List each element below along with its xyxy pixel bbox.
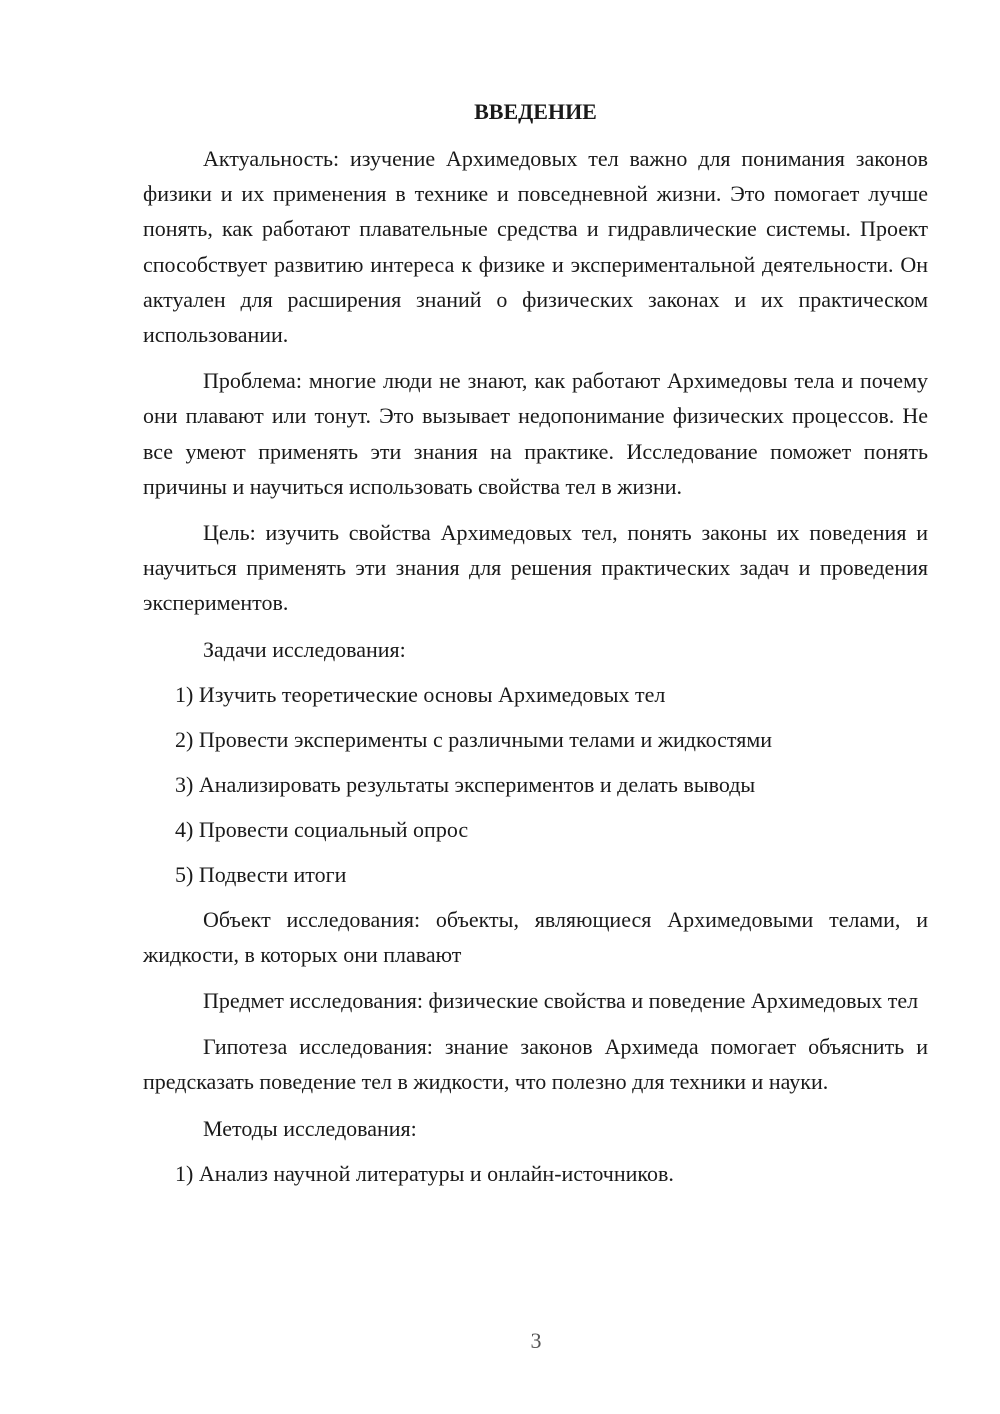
tasks-list <box>143 677 928 892</box>
goal-paragraph: Цель: изучить свойства Архимедовых тел, понять законы их поведения и научиться применять эти знания для решения практических задач и проведения экспериментов. <box>143 520 928 616</box>
method-item-1: 1) Анализ научной литературы и онлайн-источников. <box>175 1160 674 1186</box>
page-number: 3 <box>530 1328 542 1353</box>
methods-label: Методы исследования: <box>203 1115 417 1141</box>
task-item-2: 2) Провести эксперименты с различными телами и жидкостями <box>175 726 773 752</box>
task-item-4: 4) Провести социальный опрос <box>175 816 469 842</box>
object-paragraph: Объект исследования: объекты, являющиеся Архимедовыми телами, и жидкости, в которых они плавают <box>143 906 928 967</box>
task-item-3: 3) Анализировать результаты экспериментов и делать выводы <box>175 771 756 797</box>
task-item-1: 1) Изучить теоретические основы Архимедовых тел <box>175 681 666 707</box>
subject-paragraph: Предмет исследования: физические свойства и поведение Архимедовых тел <box>203 988 919 1014</box>
relevance-paragraph: Актуальность: изучение Архимедовых тел важно для понимания законов физики и их применения в технике и повседневной жизни. Это помогает лучше понять, как работают плавательные средства и гидравлические системы. Проект способствует развитию интереса к физике и экспериментальной деятельности. Он актуален для расширения знаний о физических законах и их практическом использовании. <box>143 146 928 348</box>
document-page <box>143 94 928 1201</box>
section-title: ВВЕДЕНИЕ <box>474 99 597 124</box>
hypothesis-paragraph: Гипотеза исследования: знание законов Архимеда помогает объяснить и предсказать поведение тел в жидкости, что полезно для техники и науки. <box>143 1034 928 1095</box>
tasks-label: Задачи исследования: <box>203 636 406 662</box>
problem-paragraph: Проблема: многие люди не знают, как работают Архимедовы тела и почему они плавают или тонут. Это вызывает недопонимание физических процессов. Не все умеют применять эти знания на практике. Исследование поможет понять причины и научиться использовать свойства тел в жизни. <box>143 368 928 499</box>
methods-list <box>143 1156 928 1191</box>
task-item-5: 5) Подвести итоги <box>175 861 347 887</box>
